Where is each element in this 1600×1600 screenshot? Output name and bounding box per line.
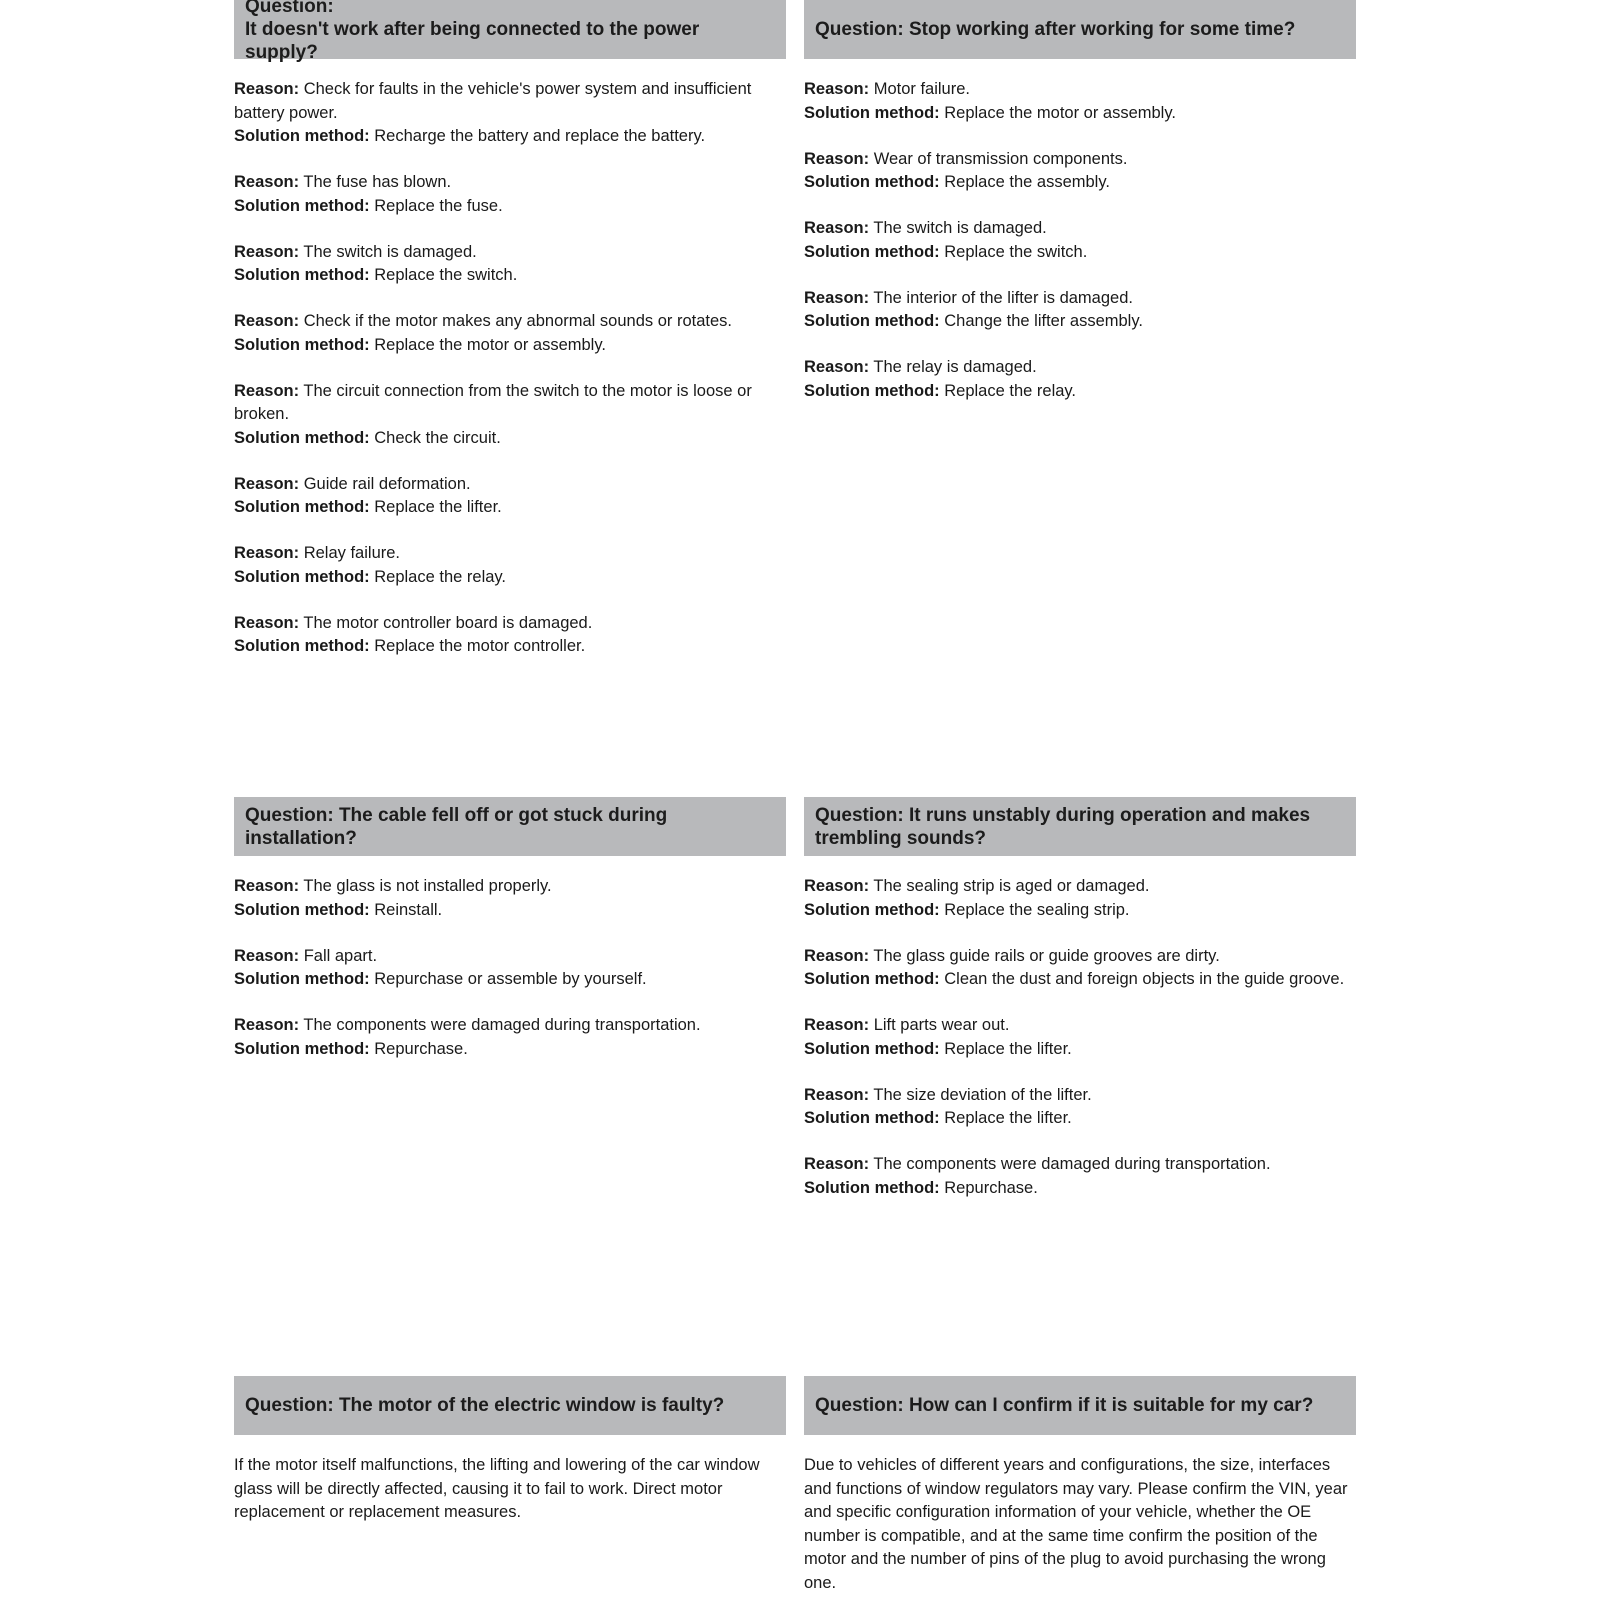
solution-text: Replace the lifter. xyxy=(944,1109,1072,1127)
reason-text: The motor controller board is damaged. xyxy=(303,613,593,632)
solution-label: Solution method: xyxy=(804,1109,940,1127)
solution-text: Replace the switch. xyxy=(944,242,1088,261)
question-header xyxy=(234,0,786,63)
faq-card-suitability xyxy=(804,1376,1356,1595)
solution-row xyxy=(804,968,1356,992)
solution-label: Solution method: xyxy=(234,428,370,447)
solution-row xyxy=(234,195,786,219)
solution-label: Solution method: xyxy=(804,242,940,261)
faq-card-motor-faulty xyxy=(234,1376,786,1525)
answer-item xyxy=(804,875,1356,922)
question-title-line: Question: How can I confirm if it is suitable for my car? xyxy=(815,1395,1314,1416)
reason-label: Reason: xyxy=(234,381,300,400)
solution-text: Replace the sealing strip. xyxy=(944,900,1130,919)
answer-item xyxy=(804,287,1356,334)
faq-card-stops-working xyxy=(804,0,1356,426)
solution-row xyxy=(804,241,1356,265)
solution-text: Replace the lifter. xyxy=(374,498,502,516)
reason-label: Reason: xyxy=(234,312,300,330)
reason-row xyxy=(804,148,1356,172)
solution-text: Replace the relay. xyxy=(374,567,507,586)
reason-row xyxy=(234,380,786,427)
solution-text: Clean the dust and foreign objects in the guide groove. xyxy=(944,970,1345,988)
reason-row xyxy=(234,875,786,899)
question-header xyxy=(804,797,1356,856)
solution-label: Solution method: xyxy=(804,900,940,919)
solution-text: Reinstall. xyxy=(374,900,443,919)
reason-text: Motor failure. xyxy=(873,80,970,98)
reason-row xyxy=(804,1014,1356,1038)
solution-row xyxy=(234,496,786,520)
reason-row xyxy=(804,78,1356,102)
solution-row xyxy=(804,1107,1356,1131)
solution-label: Solution method: xyxy=(804,1178,940,1197)
faq-card-runs-unstably xyxy=(804,797,1356,1223)
reason-row xyxy=(234,78,786,125)
reason-text: The circuit connection from the switch to the motor is loose or broken. xyxy=(234,381,752,423)
reason-label: Reason: xyxy=(804,877,870,895)
question-header xyxy=(234,1376,786,1435)
solution-row xyxy=(804,1038,1356,1062)
reason-text: The sealing strip is aged or damaged. xyxy=(873,877,1150,895)
reason-text: The components were damaged during transportation. xyxy=(303,1016,701,1034)
faq-card-power-supply xyxy=(234,0,786,681)
solution-row xyxy=(804,1177,1356,1201)
answer-item xyxy=(234,171,786,218)
solution-label: Solution method: xyxy=(804,1039,940,1058)
solution-text: Recharge the battery and replace the battery. xyxy=(374,127,706,145)
solution-row xyxy=(234,635,786,659)
solution-text: Replace the motor controller. xyxy=(374,637,586,655)
question-header xyxy=(804,0,1356,59)
solution-label: Solution method: xyxy=(234,127,370,145)
reason-label: Reason: xyxy=(234,474,300,493)
faq-card-cable-fell-off xyxy=(234,797,786,1084)
reason-text: The size deviation of the lifter. xyxy=(873,1085,1092,1104)
answer-item xyxy=(234,1014,786,1061)
answer-item xyxy=(234,78,786,149)
solution-label: Solution method: xyxy=(804,103,940,122)
reason-text: The interior of the lifter is damaged. xyxy=(873,288,1133,307)
answer-list xyxy=(234,856,786,1061)
reason-row xyxy=(234,612,786,636)
reason-label: Reason: xyxy=(234,877,300,895)
reason-text: The switch is damaged. xyxy=(303,242,477,261)
question-title-line: Question: Stop working after working for some time? xyxy=(815,19,1296,40)
reason-label: Reason: xyxy=(234,173,300,191)
answer-paragraph: If the motor itself malfunctions, the lifting and lowering of the car window glass will be directly affected, causing it to fail to work. Direct motor replacement or replacement measures. xyxy=(234,1456,760,1521)
solution-text: Check the circuit. xyxy=(374,428,501,447)
solution-row xyxy=(804,380,1356,404)
answer-item xyxy=(804,78,1356,125)
reason-text: Fall apart. xyxy=(303,946,378,965)
answer-body xyxy=(234,1435,786,1525)
answer-item xyxy=(804,1153,1356,1200)
solution-text: Repurchase. xyxy=(944,1178,1038,1197)
reason-text: The glass is not installed properly. xyxy=(303,877,552,895)
answer-paragraph: Due to vehicles of different years and configurations, the size, interfaces and functions of window regulators may vary. Please confirm the VIN, year and specific configuration information of your vehicle, whether the OE number is compatible, and at the same time confirm the position of the motor and the number of pins of the plug to avoid purchasing the wrong one. xyxy=(804,1456,1348,1592)
solution-label: Solution method: xyxy=(804,970,940,988)
solution-row xyxy=(234,264,786,288)
answer-item xyxy=(234,473,786,520)
solution-row xyxy=(804,899,1356,923)
answer-item xyxy=(804,356,1356,403)
answer-list xyxy=(804,856,1356,1200)
reason-label: Reason: xyxy=(234,544,300,562)
question-title-line: Question: xyxy=(245,0,334,17)
reason-label: Reason: xyxy=(804,149,870,168)
reason-text: Guide rail deformation. xyxy=(303,474,471,493)
answer-item xyxy=(234,380,786,451)
solution-label: Solution method: xyxy=(234,196,370,215)
reason-label: Reason: xyxy=(804,288,870,307)
reason-label: Reason: xyxy=(804,946,870,965)
reason-row xyxy=(234,241,786,265)
solution-label: Solution method: xyxy=(234,1039,370,1058)
reason-text: Check if the motor makes any abnormal sounds or rotates. xyxy=(303,312,732,330)
solution-text: Repurchase or assemble by yourself. xyxy=(374,970,647,988)
answer-item xyxy=(804,1084,1356,1131)
answer-item xyxy=(234,241,786,288)
reason-text: Relay failure. xyxy=(303,544,400,562)
reason-row xyxy=(234,945,786,969)
solution-label: Solution method: xyxy=(234,567,370,586)
reason-label: Reason: xyxy=(804,1085,870,1104)
solution-label: Solution method: xyxy=(234,637,370,655)
solution-label: Solution method: xyxy=(804,312,940,330)
solution-row xyxy=(804,102,1356,126)
reason-label: Reason: xyxy=(804,1016,870,1034)
answer-item xyxy=(234,945,786,992)
solution-label: Solution method: xyxy=(234,900,370,919)
answer-item xyxy=(804,1014,1356,1061)
reason-row xyxy=(804,287,1356,311)
answer-item xyxy=(804,945,1356,992)
reason-label: Reason: xyxy=(234,1016,300,1034)
solution-text: Replace the relay. xyxy=(944,381,1077,400)
solution-row xyxy=(234,1038,786,1062)
reason-text: Lift parts wear out. xyxy=(873,1016,1010,1034)
reason-text: Wear of transmission components. xyxy=(873,149,1128,168)
reason-row xyxy=(804,1153,1356,1177)
solution-label: Solution method: xyxy=(234,970,370,988)
reason-row xyxy=(804,945,1356,969)
reason-row xyxy=(234,473,786,497)
solution-text: Change the lifter assembly. xyxy=(944,312,1143,330)
solution-text: Replace the motor or assembly. xyxy=(944,103,1176,122)
solution-row xyxy=(234,899,786,923)
solution-text: Replace the motor or assembly. xyxy=(374,335,606,354)
reason-row xyxy=(234,171,786,195)
question-header xyxy=(234,797,786,856)
answer-item xyxy=(804,148,1356,195)
answer-item xyxy=(234,612,786,659)
solution-text: Replace the fuse. xyxy=(374,196,503,215)
reason-row xyxy=(234,310,786,334)
reason-row xyxy=(804,1084,1356,1108)
solution-text: Replace the switch. xyxy=(374,266,518,284)
answer-item xyxy=(234,542,786,589)
solution-row xyxy=(234,968,786,992)
answer-item xyxy=(234,310,786,357)
reason-label: Reason: xyxy=(234,946,300,965)
solution-text: Repurchase. xyxy=(374,1039,468,1058)
solution-row xyxy=(234,566,786,590)
question-title-line: It doesn't work after being connected to the power supply? xyxy=(245,19,700,63)
question-title-line: Question: The cable fell off or got stuck during installation? xyxy=(245,804,668,849)
question-title-line: Question: It runs unstably during operation and makes trembling sounds? xyxy=(815,804,1311,849)
reason-row xyxy=(234,1014,786,1038)
reason-text: The relay is damaged. xyxy=(873,358,1037,376)
question-title-line: Question: The motor of the electric window is faulty? xyxy=(245,1395,725,1416)
answer-item xyxy=(234,875,786,922)
reason-row xyxy=(804,217,1356,241)
solution-label: Solution method: xyxy=(234,266,370,284)
reason-label: Reason: xyxy=(234,80,300,98)
reason-label: Reason: xyxy=(234,613,300,632)
solution-label: Solution method: xyxy=(234,498,370,516)
reason-text: The switch is damaged. xyxy=(873,219,1047,237)
solution-text: Replace the lifter. xyxy=(944,1039,1072,1058)
solution-text: Replace the assembly. xyxy=(944,173,1110,191)
reason-row xyxy=(804,875,1356,899)
reason-text: Check for faults in the vehicle's power system and insufficient battery power. xyxy=(234,80,752,122)
solution-row xyxy=(234,427,786,451)
solution-label: Solution method: xyxy=(804,381,940,400)
question-header xyxy=(804,1376,1356,1435)
reason-label: Reason: xyxy=(804,219,870,237)
answer-body xyxy=(804,1435,1356,1595)
reason-row xyxy=(234,542,786,566)
reason-label: Reason: xyxy=(804,1155,870,1173)
reason-label: Reason: xyxy=(804,358,870,376)
reason-text: The fuse has blown. xyxy=(303,173,452,191)
answer-list xyxy=(234,59,786,659)
reason-row xyxy=(804,356,1356,380)
answer-item xyxy=(804,217,1356,264)
solution-row xyxy=(234,334,786,358)
solution-label: Solution method: xyxy=(804,173,940,191)
solution-row xyxy=(804,310,1356,334)
solution-row xyxy=(804,171,1356,195)
reason-text: The components were damaged during transportation. xyxy=(873,1155,1271,1173)
reason-label: Reason: xyxy=(234,242,300,261)
solution-row xyxy=(234,125,786,149)
reason-text: The glass guide rails or guide grooves are dirty. xyxy=(873,946,1220,965)
solution-label: Solution method: xyxy=(234,335,370,354)
reason-label: Reason: xyxy=(804,80,870,98)
answer-list xyxy=(804,59,1356,403)
